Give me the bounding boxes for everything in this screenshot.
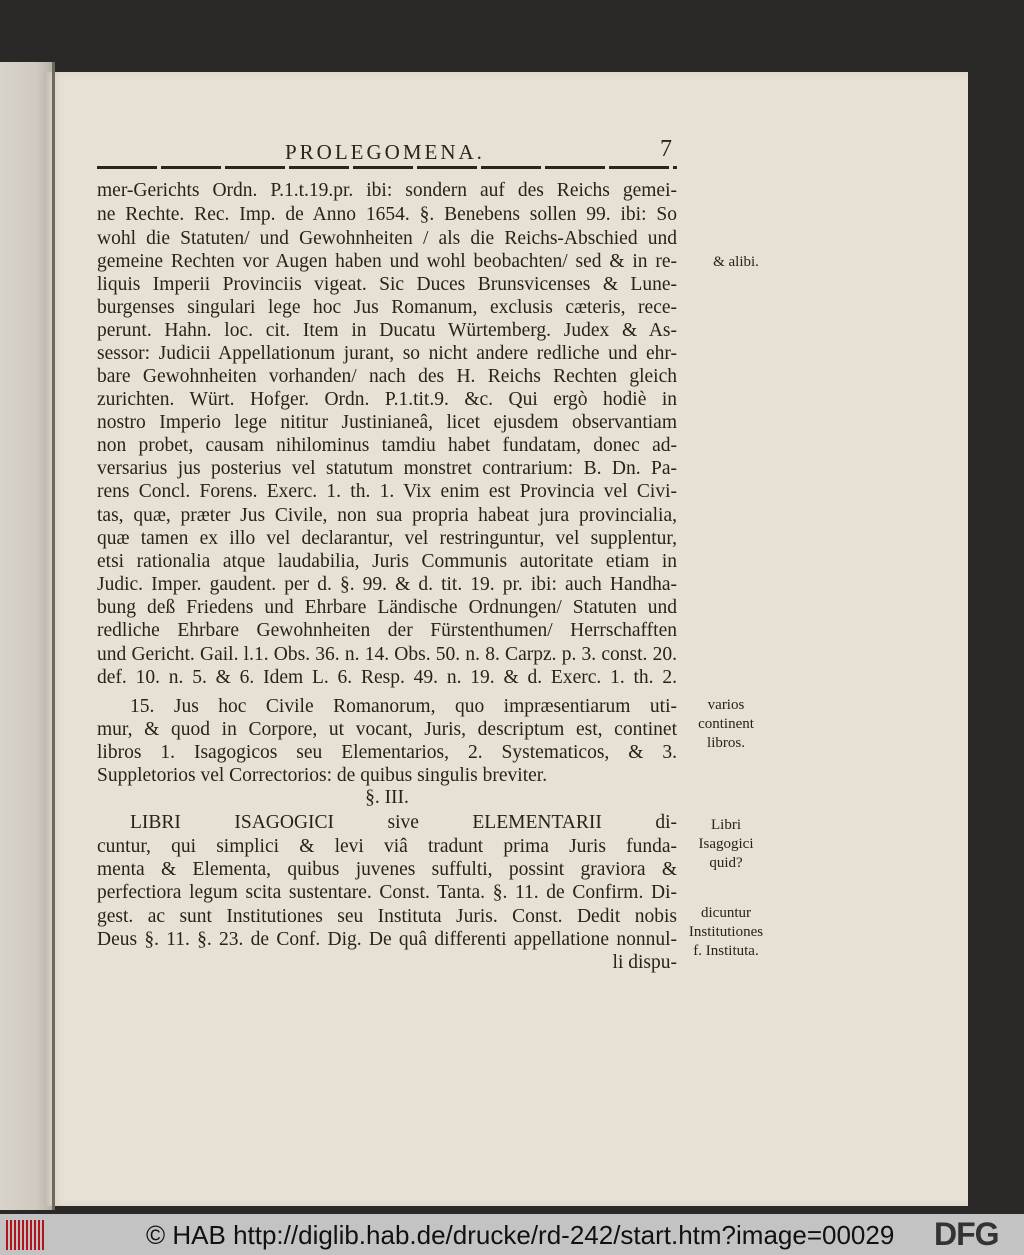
text-line: burgenses singulari lege hoc Jus Romanum, exclusis cæteris, rece-: [97, 297, 677, 318]
text-line: liquis Imperii Provinciis vigeat. Sic Duces Brunsvicenses & Lune-: [97, 274, 677, 295]
running-head: PROLEGOMENA.: [285, 140, 485, 164]
margin-note: dicuntur Institutiones f. Instituta.: [688, 905, 764, 959]
footer-bar: [0, 1214, 1024, 1255]
text-line: zurichten. Würt. Hofger. Ordn. P.1.tit.9. &c. Qui ergò hodiè in: [97, 389, 677, 410]
text-line: def. 10. n. 5. & 6. Idem L. 6. Resp. 49. n. 19. & d. Exerc. 1. th. 2.: [97, 667, 677, 688]
text-line: quæ tamen ex illo vel declarantur, vel restringuntur, vel supplentur,: [97, 528, 677, 549]
page-number: 7: [660, 136, 672, 162]
page-gutter: [52, 62, 55, 1210]
text-line: gest. ac sunt Institutiones seu Instituta Juris. Const. Dedit nobis: [97, 906, 677, 927]
text-line: mer-Gerichts Ordn. P.1.t.19.pr. ibi: sondern auf des Reichs gemei-: [97, 180, 677, 201]
text-line: perfectiora legum scita sustentare. Const. Tanta. §. 11. de Confirm. Di-: [97, 882, 677, 903]
text-line: bare Gewohnheiten vorhanden/ nach des H. Reichs Rechten gleich: [97, 366, 677, 387]
text-line: non probet, causam nihilominus tamdiu habet fundatam, donec ad-: [97, 435, 677, 456]
text-line: redliche Ehrbare Gewohnheiten der Fürstenthumen/ Herrschafften: [97, 620, 677, 641]
text-line: li dispu-: [612, 952, 677, 973]
hab-logo-icon: [6, 1220, 46, 1250]
text-line: gemeine Rechten vor Augen haben und wohl beobachten/ sed & in re-: [97, 251, 677, 272]
text-line: libros 1. Isagogicos seu Elementarios, 2. Systematicos, & 3.: [97, 742, 677, 763]
text-line: und Gericht. Gail. l.1. Obs. 36. n. 14. Obs. 50. n. 8. Carpz. p. 3. const. 20.: [97, 644, 677, 665]
dfg-logo: DFG: [934, 1216, 999, 1252]
text-line: ne Rechte. Rec. Imp. de Anno 1654. §. Benebens sollen 99. ibi: So: [97, 204, 677, 225]
text-line: nostro Imperio lege nititur Justinianeâ, licet ejusdem observantiam: [97, 412, 677, 433]
margin-note: & alibi.: [713, 254, 759, 270]
text-line: Judic. Imper. gaudent. per d. §. 99. & d. tit. 19. pr. ibi: auch Handha-: [97, 574, 677, 595]
text-line: menta & Elementa, quibus juvenes suffulti, possint graviora &: [97, 859, 677, 880]
text-line: wohl die Statuten/ und Gewohnheiten / als die Reichs-Abschied und: [97, 228, 677, 249]
text-line: etsi rationalia atque laudabilia, Juris Communis autoritate etiam in: [97, 551, 677, 572]
text-line: 15. Jus hoc Civile Romanorum, quo impræsentiarum uti-: [130, 696, 677, 717]
text-line: Deus §. 11. §. 23. de Conf. Dig. De quâ differenti appellatione nonnul-: [97, 929, 677, 950]
margin-note: Libri Isagogici quid?: [698, 817, 754, 871]
credit-link[interactable]: © HAB http://diglib.hab.de/drucke/rd-242/start.htm?image=00029: [146, 1220, 895, 1250]
text-line: perunt. Hahn. loc. cit. Item in Ducatu Würtemberg. Judex & As-: [97, 320, 677, 341]
text-line: bung deß Friedens und Ehrbare Ländische Ordnungen/ Statuten und: [97, 597, 677, 618]
text-line: Suppletorios vel Correctorios: de quibus singulis breviter.: [97, 765, 548, 786]
margin-note: varios continent libros.: [698, 697, 754, 751]
text-line: cuntur, qui simplici & levi viâ tradunt prima Juris funda-: [97, 836, 677, 857]
text-line: sessor: Judicii Appellationum jurant, so nicht andere redliche und ehr-: [97, 343, 677, 364]
text-line: tas, quæ, præter Jus Civile, non sua propria habeat jura provincialia,: [97, 505, 677, 526]
text-line: versarius jus posterius vel statutum monstret contrarium: B. Dn. Pa-: [97, 458, 677, 479]
text-line: mur, & quod in Corpore, ut vocant, Juris, descriptum est, continet: [97, 719, 677, 740]
text-line: LIBRI ISAGOGICI sive ELEMENTARII di-: [130, 812, 677, 833]
section-heading: §. III.: [365, 787, 409, 808]
header-rule: [97, 166, 677, 169]
text-line: rens Concl. Forens. Exerc. 1. th. 1. Vix enim est Provincia vel Civi-: [97, 481, 677, 502]
